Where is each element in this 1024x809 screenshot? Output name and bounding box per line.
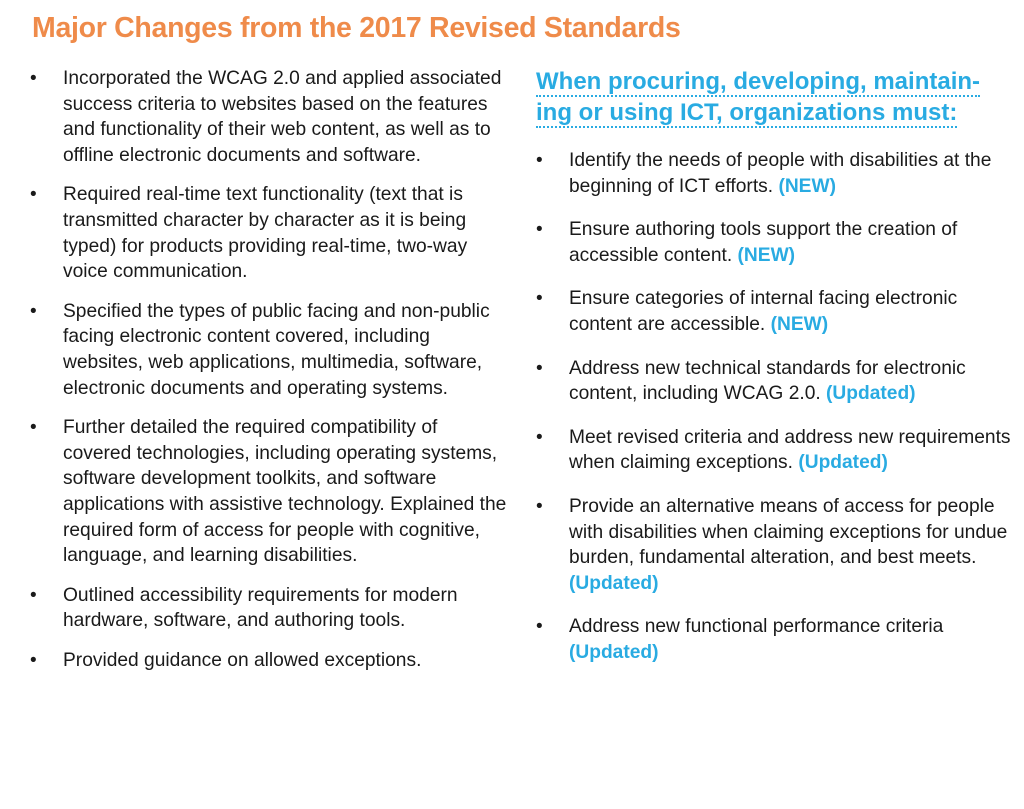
requirements-heading [536, 66, 1014, 128]
list-item [30, 299, 508, 401]
bullet: • [30, 649, 37, 671]
list-item-text: Further detailed the required compatibility of covered technologies, including operating systems, software development toolkits, and software applications with assistive technology. Explained the required form of access for people with cognitive, language, and learning disabilities. [63, 417, 507, 567]
status-tag: (NEW) [778, 175, 836, 197]
list-item [536, 148, 1014, 199]
bullet: • [30, 584, 37, 606]
list-item [30, 648, 508, 674]
list-item [536, 286, 1014, 337]
list-item [30, 415, 508, 569]
list-item-text: Required real-time text functionality (text that is transmitted character by character as it is being typed) for products providing real-time, two-way voice communication. [63, 184, 468, 283]
list-item [536, 614, 1014, 665]
bullet: • [30, 184, 37, 206]
bullet: • [536, 219, 543, 241]
list-item [30, 66, 508, 168]
list-item [536, 356, 1014, 407]
status-tag: (Updated) [798, 452, 888, 474]
list-item-text: Ensure categories of internal facing electronic content are accessible. [569, 288, 958, 335]
list-item-text: Ensure authoring tools support the creation of accessible content. [569, 219, 958, 266]
bullet: • [536, 357, 543, 379]
status-tag: (Updated) [569, 572, 659, 594]
list-item-text: Provide an alternative means of access for people with disabilities when claiming exceptions for undue burden, fundamental alteration, and best meets. [569, 495, 1008, 569]
list-item-text: Provided guidance on allowed exceptions. [63, 649, 422, 671]
status-tag: (Updated) [569, 641, 659, 663]
list-item-text: Identify the needs of people with disabilities at the beginning of ICT efforts. [569, 150, 992, 197]
bullet: • [30, 68, 37, 89]
list-item-text: Meet revised criteria and address new requirements when claiming exceptions. [569, 426, 1011, 474]
bullet: • [30, 417, 37, 439]
bullet: • [536, 616, 543, 638]
list-item-text: Address new functional performance criteria [569, 616, 944, 638]
bullet: • [536, 288, 543, 310]
list-item-text: Address new technical standards for electronic content, including WCAG 2.0. [569, 357, 966, 405]
requirements-heading-line2: ing or using ICT, organizations must: [536, 99, 958, 126]
list-item [30, 583, 508, 634]
right-column [536, 66, 1014, 684]
list-item [30, 182, 508, 284]
requirements-list [536, 148, 1014, 666]
bullet: • [536, 150, 543, 171]
bullet: • [536, 495, 543, 517]
list-item [536, 425, 1014, 476]
list-item [536, 217, 1014, 268]
left-column [30, 66, 508, 687]
page-title: Major Changes from the 2017 Revised Standards [32, 12, 681, 44]
changes-list [30, 66, 508, 673]
status-tag: (NEW) [737, 244, 796, 266]
bullet: • [30, 300, 37, 322]
status-tag: (NEW) [770, 313, 829, 335]
bullet: • [536, 426, 543, 448]
list-item-text: Incorporated the WCAG 2.0 and applied associated success criteria to websites based on the features and functionality of their web content, as well as to offline electronic documents and software. [63, 68, 502, 166]
list-item-text: Specified the types of public facing and non-public facing electronic content covered, including websites, web applications, multimedia, software, electronic documents and operating systems. [63, 300, 490, 399]
list-item-text: Outlined accessibility requirements for modern hardware, software, and authoring tools. [63, 584, 458, 632]
status-tag: (Updated) [826, 383, 916, 405]
requirements-heading-line1: When procuring, developing, maintain- [536, 68, 981, 95]
list-item [536, 494, 1014, 596]
